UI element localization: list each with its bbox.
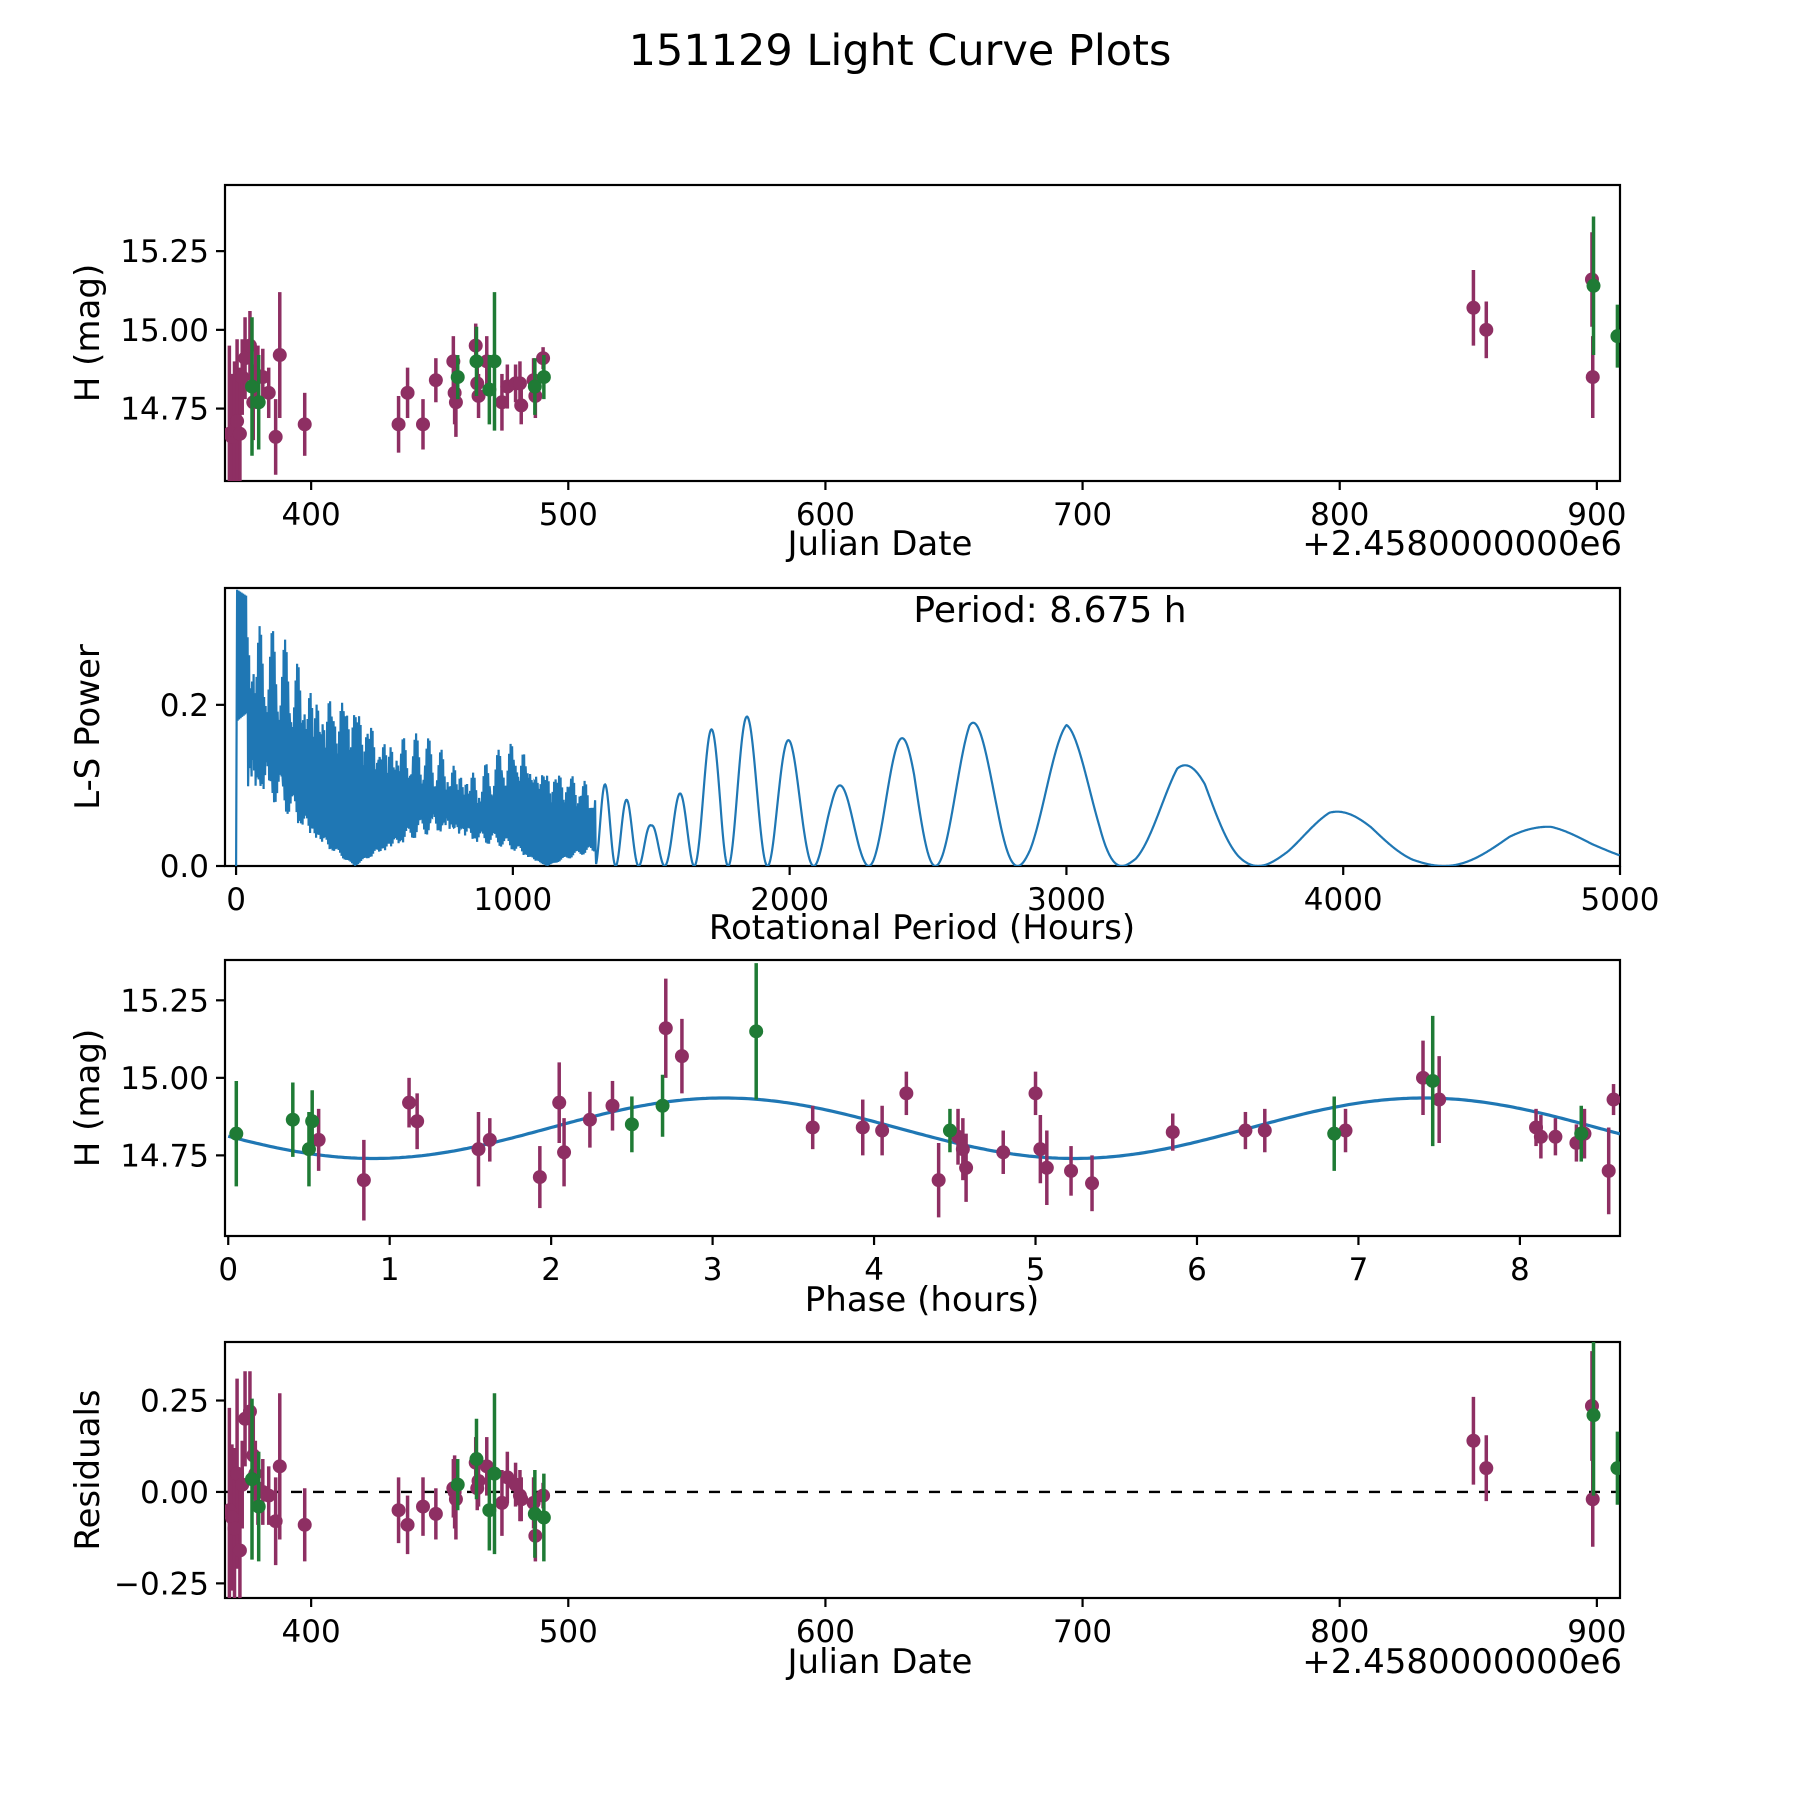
data-point <box>286 1113 300 1127</box>
data-point <box>429 373 443 387</box>
data-point <box>1166 1125 1180 1139</box>
data-point <box>245 380 259 394</box>
xtick-label: 3 <box>702 1252 723 1288</box>
data-point <box>302 1142 316 1156</box>
data-point <box>1479 323 1493 337</box>
xtick-label: 900 <box>1567 497 1627 533</box>
data-point <box>1607 1093 1621 1107</box>
data-point <box>495 395 509 409</box>
xtick-label: 5000 <box>1580 882 1660 918</box>
data-point <box>401 1518 415 1532</box>
data-point <box>298 1518 312 1532</box>
ytick-label: 0.25 <box>139 1383 209 1420</box>
ticks-residuals-vs-julian-date <box>114 1384 1626 1650</box>
data-point <box>273 1459 287 1473</box>
data-point <box>1602 1164 1616 1178</box>
data-point <box>449 395 463 409</box>
data-point <box>583 1113 597 1127</box>
ytick-label: 14.75 <box>120 1138 209 1175</box>
ytick-label: 15.25 <box>120 234 209 271</box>
data-point <box>487 1467 501 1481</box>
data-point <box>943 1124 957 1138</box>
data-point <box>416 417 430 431</box>
data-point <box>429 1507 443 1521</box>
sinusoid-fit-line <box>228 1098 1620 1159</box>
ytick-label: 0.0 <box>159 849 209 885</box>
xtick-label: 1 <box>379 1252 400 1288</box>
ytick-label: 0.2 <box>159 687 209 724</box>
data-point <box>238 351 252 365</box>
data-point <box>656 1099 670 1113</box>
ticks-phased-light-curve <box>120 983 1530 1288</box>
data-point <box>252 395 266 409</box>
data-point <box>1534 1130 1548 1144</box>
xlabel-julian-date-top: Julian Date <box>787 524 973 564</box>
data-point <box>552 1096 566 1110</box>
data-point <box>959 1161 973 1175</box>
xtick-label: 600 <box>795 1614 856 1650</box>
data-point <box>1586 370 1600 384</box>
data-point <box>451 370 465 384</box>
data-point <box>675 1049 689 1063</box>
best-period-annotation: Period: 8.675 h <box>913 590 1187 631</box>
data-point <box>932 1173 946 1187</box>
data-point <box>472 1474 486 1488</box>
data-point <box>1029 1086 1043 1100</box>
data-point <box>1064 1164 1078 1178</box>
ytick-label: −0.25 <box>114 1566 209 1603</box>
data-point <box>514 398 528 412</box>
data-point <box>233 427 247 441</box>
ytick-label: 0.00 <box>139 1474 209 1511</box>
data-point <box>357 1173 371 1187</box>
series-dataset-maroon <box>312 979 1621 1221</box>
data-point <box>273 348 287 362</box>
ylabel-residuals: Residuals <box>68 1389 108 1551</box>
xtick-label: 500 <box>538 1614 598 1650</box>
data-point <box>262 1489 276 1503</box>
data-point <box>228 1522 242 1536</box>
xtick-label: 0 <box>218 1252 239 1288</box>
data-point <box>269 430 283 444</box>
xtick-label: 4000 <box>1303 882 1383 918</box>
data-point <box>606 1099 620 1113</box>
data-point <box>469 1452 483 1466</box>
jd-offset-text-top: +2.4580000000e6 <box>1302 524 1622 564</box>
data-point <box>410 1114 424 1128</box>
xtick-label: 7 <box>1348 1252 1369 1288</box>
axes-light-curve-vs-julian-date <box>120 185 1626 533</box>
xtick-label: 2 <box>541 1252 562 1288</box>
data-point <box>625 1117 639 1131</box>
xlabel-phase-hours: Phase (hours) <box>804 1280 1040 1320</box>
data-point <box>392 417 406 431</box>
data-point <box>996 1145 1010 1159</box>
data-point <box>449 1492 463 1506</box>
data-point <box>483 1133 497 1147</box>
data-point <box>487 354 501 368</box>
xtick-label: 0 <box>226 882 246 918</box>
data-point <box>269 1514 283 1528</box>
series-dataset-green <box>245 1335 1624 1562</box>
data-point <box>471 1142 485 1156</box>
xtick-label: 700 <box>1052 1614 1113 1650</box>
data-point <box>1479 1461 1493 1475</box>
xtick-label: 400 <box>281 497 341 533</box>
data-point <box>1426 1074 1440 1088</box>
axes-lomb-scargle-periodogram <box>160 588 1660 918</box>
data-point <box>402 1096 416 1110</box>
data-point <box>1610 1461 1624 1475</box>
page-title: 151129 Light Curve Plots <box>628 26 1172 76</box>
xtick-label: 4 <box>864 1252 884 1288</box>
xtick-label: 6 <box>1187 1252 1207 1288</box>
data-point <box>806 1120 820 1134</box>
data-point <box>1548 1130 1562 1144</box>
data-point <box>1466 301 1480 315</box>
data-point <box>298 417 312 431</box>
data-point <box>1610 329 1624 343</box>
data-point <box>659 1021 673 1035</box>
jd-offset-text-bottom: +2.4580000000e6 <box>1302 1642 1622 1682</box>
data-point <box>392 1503 406 1517</box>
data-point <box>749 1024 763 1038</box>
data-point <box>1574 1127 1588 1141</box>
axes-phased-light-curve <box>120 960 1620 1288</box>
data-point <box>557 1145 571 1159</box>
data-point <box>482 1503 496 1517</box>
data-point <box>1033 1142 1047 1156</box>
data-point <box>514 1492 528 1506</box>
data-point <box>533 1170 547 1184</box>
data-point <box>416 1500 430 1514</box>
axes-frame <box>225 1342 1620 1598</box>
xtick-label: 3000 <box>1026 882 1106 918</box>
data-point <box>956 1142 970 1156</box>
data-point <box>229 1127 243 1141</box>
xtick-label: 400 <box>281 1614 341 1650</box>
ytick-label: 15.00 <box>120 312 209 349</box>
data-point <box>875 1124 889 1138</box>
data-point <box>245 1472 259 1486</box>
data-point <box>1258 1124 1272 1138</box>
data-point <box>537 370 551 384</box>
axes-frame <box>225 185 1620 481</box>
xtick-label: 900 <box>1567 1614 1627 1650</box>
data-point <box>856 1120 870 1134</box>
ticks-light-curve-vs-julian-date <box>120 234 1626 533</box>
ytick-label: 15.00 <box>120 1060 209 1097</box>
ylabel-h-mag-top: H (mag) <box>68 263 108 403</box>
data-point <box>1040 1161 1054 1175</box>
data-point <box>1587 1408 1601 1422</box>
data-point <box>1238 1124 1252 1138</box>
data-point <box>243 1404 257 1418</box>
xtick-label: 8 <box>1510 1252 1530 1288</box>
xtick-label: 600 <box>795 497 856 533</box>
xlabel-julian-date-bottom: Julian Date <box>787 1642 973 1682</box>
data-point <box>537 1511 551 1525</box>
data-point <box>482 383 496 397</box>
data-point <box>305 1114 319 1128</box>
xlabel-rotational-period: Rotational Period (Hours) <box>708 908 1136 948</box>
data-point <box>451 1478 465 1492</box>
data-point <box>1466 1434 1480 1448</box>
series-dataset-maroon <box>222 1351 1599 1627</box>
data-point <box>1327 1127 1341 1141</box>
axes-residuals-vs-julian-date <box>114 1335 1626 1650</box>
periodogram-line <box>236 590 1620 866</box>
xtick-label: 1000 <box>473 882 553 918</box>
xtick-label: 800 <box>1310 1614 1370 1650</box>
data-point <box>899 1086 913 1100</box>
xtick-label: 700 <box>1052 497 1113 533</box>
series-dataset-maroon <box>222 232 1599 522</box>
ytick-label: 14.75 <box>120 391 209 428</box>
data-point <box>230 414 244 428</box>
data-point <box>513 376 527 390</box>
data-point <box>252 1500 266 1514</box>
xtick-label: 2000 <box>750 882 830 918</box>
data-point <box>1587 279 1601 293</box>
ylabel-h-mag-phase: H (mag) <box>68 1028 108 1168</box>
xtick-label: 500 <box>538 497 598 533</box>
ytick-label: 15.25 <box>120 983 209 1020</box>
xtick-label: 5 <box>1025 1252 1046 1288</box>
data-point <box>243 339 257 353</box>
ylabel-ls-power: L-S Power <box>68 644 108 810</box>
data-point <box>469 354 483 368</box>
xtick-label: 800 <box>1310 497 1370 533</box>
data-point <box>495 1496 509 1510</box>
data-point <box>401 386 415 400</box>
data-point <box>233 1543 247 1557</box>
data-point <box>1085 1176 1099 1190</box>
